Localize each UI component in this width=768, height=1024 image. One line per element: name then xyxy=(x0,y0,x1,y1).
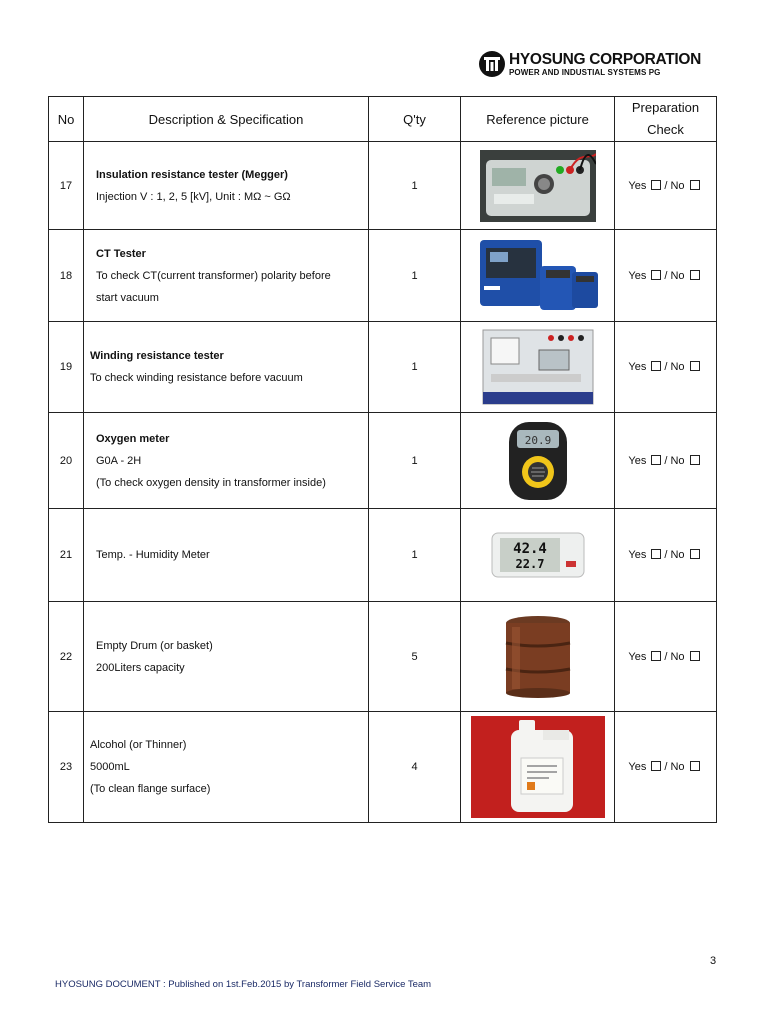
no-checkbox[interactable] xyxy=(690,651,700,661)
row-line: (To check oxygen density in transformer inside) xyxy=(96,476,326,489)
company-division: POWER AND INDUSTIAL SYSTEMS PG xyxy=(509,68,661,77)
row-no: 20 xyxy=(49,413,84,509)
row-picture xyxy=(461,509,615,602)
yes-label: Yes xyxy=(628,179,647,192)
header-qty: Q'ty xyxy=(369,97,461,142)
megger-photo xyxy=(480,150,596,222)
company-name: HYOSUNG CORPORATION xyxy=(509,51,702,68)
row-picture xyxy=(461,712,615,823)
drum-photo xyxy=(502,615,574,699)
no-checkbox[interactable] xyxy=(690,270,700,280)
no-checkbox[interactable] xyxy=(690,549,700,559)
yes-checkbox[interactable] xyxy=(651,270,661,280)
row-line: 200Liters capacity xyxy=(96,661,185,674)
equipment-table xyxy=(48,96,717,823)
yes-label: Yes xyxy=(628,761,647,773)
row-line: Empty Drum (or basket) xyxy=(96,639,213,652)
header-description: Description & Specification xyxy=(84,97,369,142)
alcohol-jug-photo xyxy=(471,716,605,818)
row-no: 19 xyxy=(49,322,84,413)
yes-label: Yes xyxy=(628,361,647,373)
no-checkbox[interactable] xyxy=(690,180,700,190)
row-title: Insulation resistance tester (Megger) xyxy=(96,168,288,181)
row-no: 21 xyxy=(49,509,84,602)
yes-checkbox[interactable] xyxy=(651,455,661,465)
table-row xyxy=(49,230,717,322)
row-qty: 1 xyxy=(369,509,461,602)
page-number: 3 xyxy=(710,955,717,967)
table-row xyxy=(49,712,717,823)
row-line: To check CT(current transformer) polarity before xyxy=(96,269,331,282)
row-line: G0A - 2H xyxy=(96,454,142,467)
row-description xyxy=(84,322,369,413)
row-description xyxy=(84,509,369,602)
no-label: / No xyxy=(664,269,685,282)
winding-tester-photo xyxy=(481,328,595,406)
row-description xyxy=(84,712,369,823)
no-label: / No xyxy=(664,454,685,467)
yes-checkbox[interactable] xyxy=(651,761,661,771)
row-picture xyxy=(461,602,615,712)
header-check-line2: Check xyxy=(647,122,684,137)
yes-checkbox[interactable] xyxy=(651,361,661,371)
row-line: Injection V : 1, 2, 5 [kV], Unit : MΩ ~ GΩ xyxy=(96,190,291,203)
table-row xyxy=(49,142,717,230)
row-line: start vacuum xyxy=(96,291,159,304)
row-check[interactable] xyxy=(615,712,717,823)
row-title: CT Tester xyxy=(96,247,146,260)
row-qty: 1 xyxy=(369,413,461,509)
row-line: Alcohol (or Thinner) xyxy=(90,739,187,751)
no-label: / No xyxy=(664,549,685,561)
table-row xyxy=(49,509,717,602)
hyosung-logo-icon xyxy=(478,50,506,78)
row-line: Temp. - Humidity Meter xyxy=(96,549,210,561)
row-no: 23 xyxy=(49,712,84,823)
row-line: To check winding resistance before vacuum xyxy=(90,372,303,384)
table-row xyxy=(49,322,717,413)
row-no: 18 xyxy=(49,230,84,322)
thermo-hygrometer-photo xyxy=(490,531,586,579)
no-label: / No xyxy=(664,761,685,773)
header-check-line1: Preparation xyxy=(631,100,700,115)
row-description xyxy=(84,142,369,230)
row-check[interactable] xyxy=(615,509,717,602)
row-description xyxy=(84,230,369,322)
row-qty: 4 xyxy=(369,712,461,823)
table-row xyxy=(49,602,717,712)
row-no: 22 xyxy=(49,602,84,712)
row-line: (To clean flange surface) xyxy=(90,783,211,795)
row-check[interactable] xyxy=(615,230,717,322)
table-row xyxy=(49,413,717,509)
humidity-top-reading: 42.4 xyxy=(512,541,547,557)
no-checkbox[interactable] xyxy=(690,361,700,371)
no-label: / No xyxy=(664,179,685,192)
row-check[interactable] xyxy=(615,413,717,509)
yes-checkbox[interactable] xyxy=(651,180,661,190)
row-no: 17 xyxy=(49,142,84,230)
row-check[interactable] xyxy=(615,602,717,712)
yes-label: Yes xyxy=(628,269,647,282)
row-picture xyxy=(461,230,615,322)
row-title: Winding resistance tester xyxy=(90,350,224,362)
row-line: 5000mL xyxy=(90,761,130,773)
row-description xyxy=(84,413,369,509)
yes-label: Yes xyxy=(628,650,647,663)
row-picture xyxy=(461,413,615,509)
no-label: / No xyxy=(664,361,685,373)
row-picture xyxy=(461,142,615,230)
row-qty: 5 xyxy=(369,602,461,712)
header-no: No xyxy=(49,97,84,142)
row-check[interactable] xyxy=(615,322,717,413)
row-picture xyxy=(461,322,615,413)
row-description xyxy=(84,602,369,712)
footer-text: HYOSUNG DOCUMENT : Published on 1st.Feb.2015 by Transformer Field Service Team xyxy=(55,979,432,990)
no-checkbox[interactable] xyxy=(690,455,700,465)
row-qty: 1 xyxy=(369,230,461,322)
yes-checkbox[interactable] xyxy=(651,549,661,559)
yes-checkbox[interactable] xyxy=(651,651,661,661)
header-check xyxy=(615,97,717,142)
row-check[interactable] xyxy=(615,142,717,230)
no-label: / No xyxy=(664,650,685,663)
humidity-bottom-reading: 22.7 xyxy=(515,557,544,571)
oxygen-reading: 20.9 xyxy=(524,433,551,447)
oxygen-meter-photo xyxy=(503,420,573,502)
no-checkbox[interactable] xyxy=(690,761,700,771)
row-title: Oxygen meter xyxy=(96,432,170,445)
row-qty: 1 xyxy=(369,322,461,413)
company-logo xyxy=(478,50,718,82)
yes-label: Yes xyxy=(628,454,647,467)
ct-tester-photo xyxy=(476,236,600,316)
header-picture: Reference picture xyxy=(461,97,615,142)
table-header-row xyxy=(49,97,717,142)
row-qty: 1 xyxy=(369,142,461,230)
yes-label: Yes xyxy=(628,549,647,561)
